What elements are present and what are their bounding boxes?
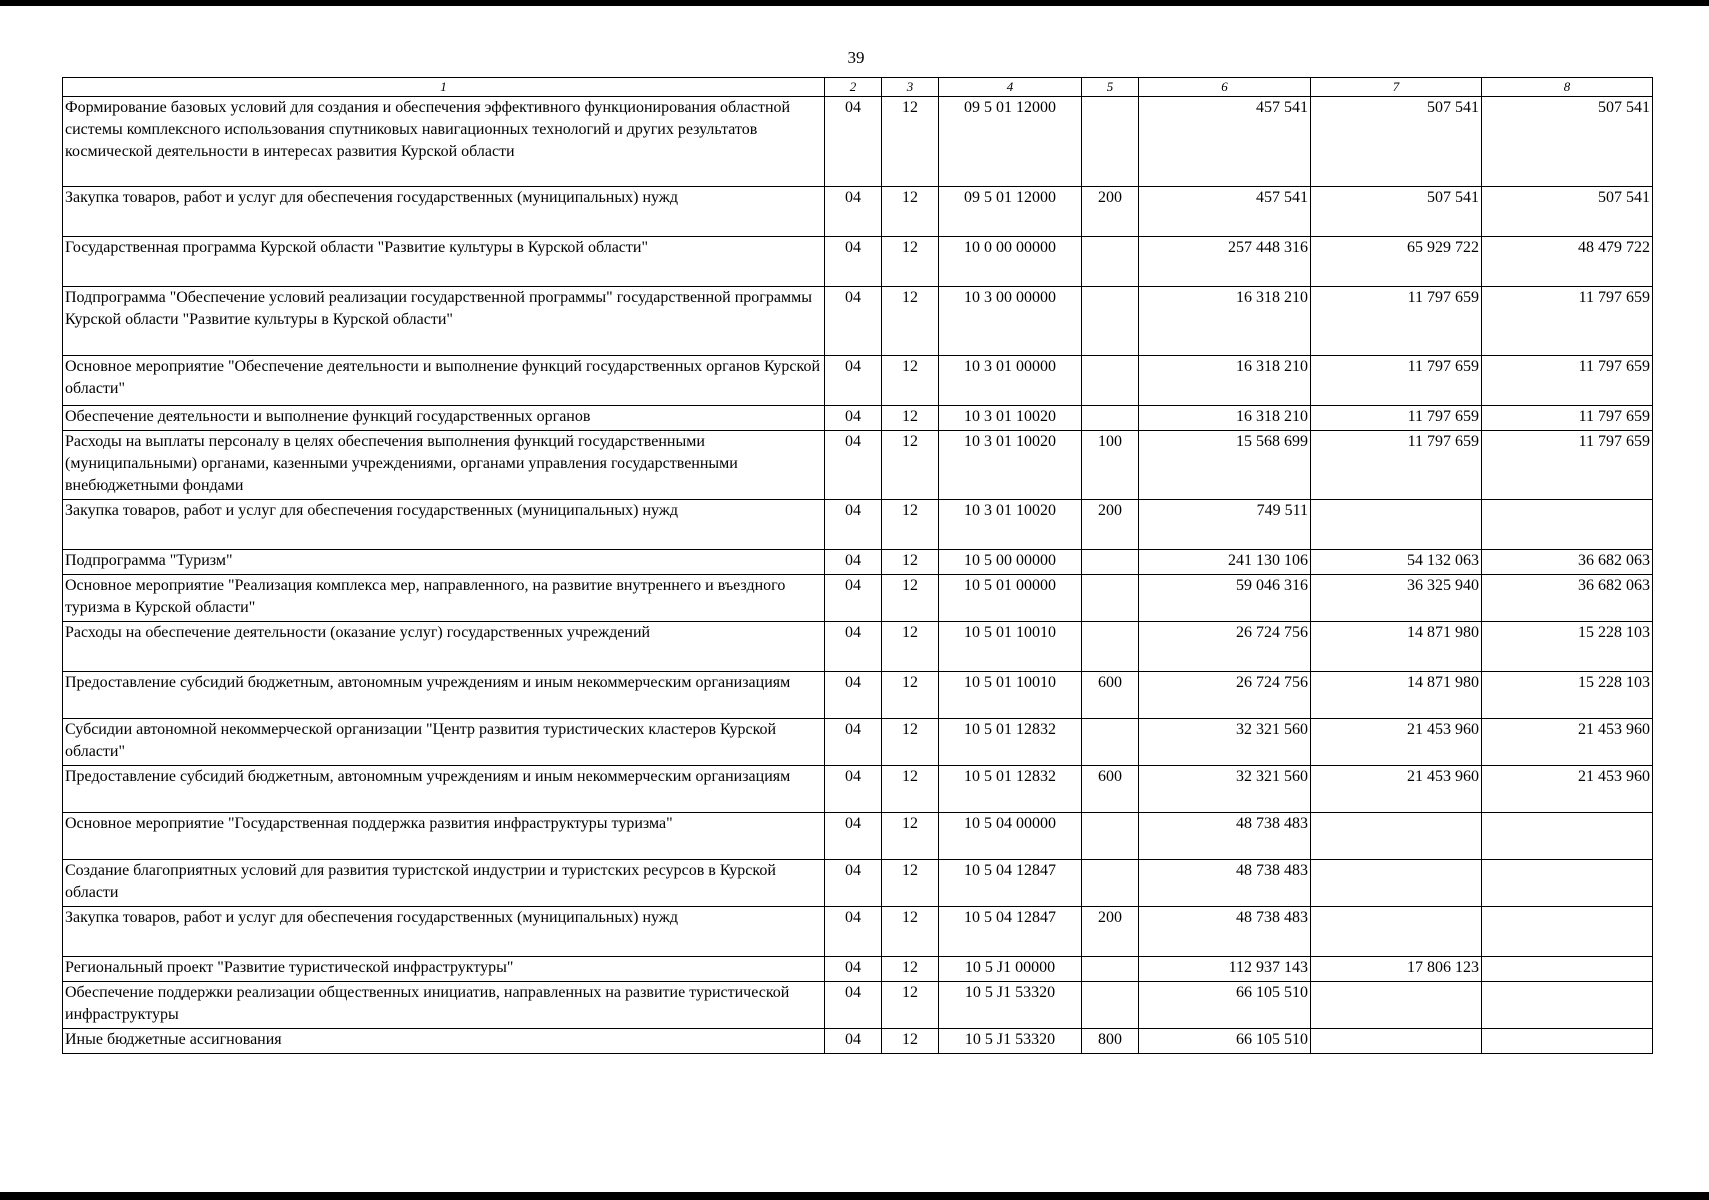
table-row xyxy=(63,575,1653,622)
row-section-code: 04 xyxy=(825,957,882,982)
table-row xyxy=(63,766,1653,813)
row-expense-type-code xyxy=(1082,356,1139,406)
row-subsection-code: 12 xyxy=(882,719,939,766)
row-amount-col-7 xyxy=(1311,813,1482,860)
row-target-article-code: 10 5 J1 53320 xyxy=(939,982,1082,1029)
row-target-article-code: 10 3 01 10020 xyxy=(939,406,1082,431)
row-amount-col-6: 16 318 210 xyxy=(1139,287,1311,356)
row-target-article-code: 10 5 J1 00000 xyxy=(939,957,1082,982)
row-amount-col-8 xyxy=(1482,500,1653,550)
row-section-code: 04 xyxy=(825,860,882,907)
row-target-article-code: 09 5 01 12000 xyxy=(939,97,1082,187)
row-amount-col-8 xyxy=(1482,813,1653,860)
row-amount-col-6: 26 724 756 xyxy=(1139,672,1311,719)
row-expense-type-code xyxy=(1082,860,1139,907)
row-description: Обеспечение деятельности и выполнение функций государственных органов xyxy=(63,406,825,431)
row-description: Создание благоприятных условий для развития туристской индустрии и туристских ресурсов в Курской области xyxy=(63,860,825,907)
row-subsection-code: 12 xyxy=(882,622,939,672)
row-amount-col-7: 11 797 659 xyxy=(1311,431,1482,500)
row-amount-col-7 xyxy=(1311,907,1482,957)
table-row xyxy=(63,431,1653,500)
row-amount-col-6: 26 724 756 xyxy=(1139,622,1311,672)
row-target-article-code: 10 3 01 10020 xyxy=(939,431,1082,500)
row-target-article-code: 10 5 01 12832 xyxy=(939,719,1082,766)
row-amount-col-7: 21 453 960 xyxy=(1311,766,1482,813)
table-row xyxy=(63,813,1653,860)
row-section-code: 04 xyxy=(825,982,882,1029)
row-target-article-code: 10 5 J1 53320 xyxy=(939,1029,1082,1054)
table-row xyxy=(63,957,1653,982)
row-section-code: 04 xyxy=(825,431,882,500)
row-amount-col-8: 11 797 659 xyxy=(1482,406,1653,431)
row-amount-col-6: 16 318 210 xyxy=(1139,356,1311,406)
row-section-code: 04 xyxy=(825,97,882,187)
table-row xyxy=(63,719,1653,766)
row-amount-col-6: 241 130 106 xyxy=(1139,550,1311,575)
row-amount-col-7: 54 132 063 xyxy=(1311,550,1482,575)
row-subsection-code: 12 xyxy=(882,287,939,356)
row-subsection-code: 12 xyxy=(882,187,939,237)
row-subsection-code: 12 xyxy=(882,907,939,957)
row-subsection-code: 12 xyxy=(882,356,939,406)
row-expense-type-code xyxy=(1082,287,1139,356)
row-amount-col-6: 15 568 699 xyxy=(1139,431,1311,500)
row-description: Закупка товаров, работ и услуг для обеспечения государственных (муниципальных) нужд xyxy=(63,907,825,957)
table-row xyxy=(63,907,1653,957)
row-expense-type-code xyxy=(1082,719,1139,766)
row-subsection-code: 12 xyxy=(882,500,939,550)
row-amount-col-8 xyxy=(1482,982,1653,1029)
column-header-4: 4 xyxy=(939,78,1082,97)
row-amount-col-6: 112 937 143 xyxy=(1139,957,1311,982)
row-amount-col-6: 59 046 316 xyxy=(1139,575,1311,622)
row-amount-col-7: 36 325 940 xyxy=(1311,575,1482,622)
row-amount-col-8: 15 228 103 xyxy=(1482,622,1653,672)
row-description: Формирование базовых условий для создания и обеспечения эффективного функционирования областной системы комплексного использования спутниковых навигационных технологий и других результатов космической деятельности в интересах развития Курской области xyxy=(63,97,825,187)
scan-border-bottom xyxy=(0,1192,1709,1200)
row-description: Закупка товаров, работ и услуг для обеспечения государственных (муниципальных) нужд xyxy=(63,187,825,237)
row-description: Государственная программа Курской области "Развитие культуры в Курской области" xyxy=(63,237,825,287)
row-amount-col-7: 11 797 659 xyxy=(1311,287,1482,356)
row-amount-col-7: 14 871 980 xyxy=(1311,622,1482,672)
row-target-article-code: 10 0 00 00000 xyxy=(939,237,1082,287)
row-section-code: 04 xyxy=(825,622,882,672)
table-row xyxy=(63,287,1653,356)
table-row xyxy=(63,672,1653,719)
row-description: Обеспечение поддержки реализации общественных инициатив, направленных на развитие туристической инфраструктуры xyxy=(63,982,825,1029)
row-amount-col-8: 21 453 960 xyxy=(1482,719,1653,766)
table-row xyxy=(63,237,1653,287)
row-target-article-code: 10 5 01 10010 xyxy=(939,622,1082,672)
table-row xyxy=(63,622,1653,672)
row-target-article-code: 10 5 01 10010 xyxy=(939,672,1082,719)
row-amount-col-8 xyxy=(1482,860,1653,907)
row-target-article-code: 09 5 01 12000 xyxy=(939,187,1082,237)
row-subsection-code: 12 xyxy=(882,1029,939,1054)
row-target-article-code: 10 3 01 10020 xyxy=(939,500,1082,550)
table-row xyxy=(63,187,1653,237)
row-amount-col-6: 48 738 483 xyxy=(1139,907,1311,957)
row-section-code: 04 xyxy=(825,406,882,431)
row-amount-col-6: 32 321 560 xyxy=(1139,719,1311,766)
row-subsection-code: 12 xyxy=(882,766,939,813)
row-amount-col-7: 17 806 123 xyxy=(1311,957,1482,982)
row-expense-type-code xyxy=(1082,550,1139,575)
row-expense-type-code: 100 xyxy=(1082,431,1139,500)
row-subsection-code: 12 xyxy=(882,406,939,431)
row-subsection-code: 12 xyxy=(882,237,939,287)
row-amount-col-7 xyxy=(1311,860,1482,907)
row-amount-col-6: 457 541 xyxy=(1139,187,1311,237)
row-expense-type-code xyxy=(1082,406,1139,431)
row-amount-col-6: 48 738 483 xyxy=(1139,860,1311,907)
row-description: Подпрограмма "Обеспечение условий реализации государственной программы" государственной программы Курской области "Развитие культуры в Курской области" xyxy=(63,287,825,356)
row-amount-col-6: 66 105 510 xyxy=(1139,1029,1311,1054)
table-row xyxy=(63,356,1653,406)
row-section-code: 04 xyxy=(825,500,882,550)
row-amount-col-6: 66 105 510 xyxy=(1139,982,1311,1029)
row-amount-col-7: 507 541 xyxy=(1311,97,1482,187)
row-expense-type-code: 600 xyxy=(1082,672,1139,719)
row-amount-col-6: 257 448 316 xyxy=(1139,237,1311,287)
table-row xyxy=(63,406,1653,431)
row-target-article-code: 10 5 01 12832 xyxy=(939,766,1082,813)
column-header-2: 2 xyxy=(825,78,882,97)
row-amount-col-8: 11 797 659 xyxy=(1482,287,1653,356)
row-expense-type-code xyxy=(1082,97,1139,187)
row-section-code: 04 xyxy=(825,575,882,622)
row-amount-col-6: 749 511 xyxy=(1139,500,1311,550)
row-target-article-code: 10 5 01 00000 xyxy=(939,575,1082,622)
row-subsection-code: 12 xyxy=(882,813,939,860)
row-amount-col-8: 11 797 659 xyxy=(1482,431,1653,500)
column-header-5: 5 xyxy=(1082,78,1139,97)
row-section-code: 04 xyxy=(825,719,882,766)
row-section-code: 04 xyxy=(825,813,882,860)
row-target-article-code: 10 3 01 00000 xyxy=(939,356,1082,406)
row-description: Расходы на выплаты персоналу в целях обеспечения выполнения функций государственными (муниципальными) органами, казенными учреждениями, органами управления государственными внебюджетными фондами xyxy=(63,431,825,500)
column-header-8: 8 xyxy=(1482,78,1653,97)
row-target-article-code: 10 5 04 12847 xyxy=(939,907,1082,957)
row-expense-type-code xyxy=(1082,813,1139,860)
row-subsection-code: 12 xyxy=(882,431,939,500)
row-target-article-code: 10 3 00 00000 xyxy=(939,287,1082,356)
row-amount-col-7: 11 797 659 xyxy=(1311,356,1482,406)
row-description: Предоставление субсидий бюджетным, автономным учреждениям и иным некоммерческим организациям xyxy=(63,672,825,719)
row-amount-col-8: 507 541 xyxy=(1482,187,1653,237)
row-description: Расходы на обеспечение деятельности (оказание услуг) государственных учреждений xyxy=(63,622,825,672)
row-amount-col-7: 14 871 980 xyxy=(1311,672,1482,719)
row-amount-col-8: 507 541 xyxy=(1482,97,1653,187)
row-expense-type-code xyxy=(1082,622,1139,672)
row-amount-col-7 xyxy=(1311,1029,1482,1054)
row-amount-col-6: 16 318 210 xyxy=(1139,406,1311,431)
row-subsection-code: 12 xyxy=(882,860,939,907)
row-subsection-code: 12 xyxy=(882,575,939,622)
row-amount-col-8: 11 797 659 xyxy=(1482,356,1653,406)
row-expense-type-code: 200 xyxy=(1082,187,1139,237)
row-description: Региональный проект "Развитие туристической инфраструктуры" xyxy=(63,957,825,982)
column-header-3: 3 xyxy=(882,78,939,97)
row-description: Основное мероприятие "Обеспечение деятельности и выполнение функций государственных органов Курской области" xyxy=(63,356,825,406)
row-expense-type-code xyxy=(1082,237,1139,287)
row-amount-col-6: 457 541 xyxy=(1139,97,1311,187)
table-row xyxy=(63,1029,1653,1054)
row-amount-col-7 xyxy=(1311,500,1482,550)
row-amount-col-7: 21 453 960 xyxy=(1311,719,1482,766)
row-amount-col-7: 65 929 722 xyxy=(1311,237,1482,287)
column-header-1: 1 xyxy=(63,78,825,97)
row-amount-col-8 xyxy=(1482,1029,1653,1054)
row-section-code: 04 xyxy=(825,237,882,287)
row-amount-col-8 xyxy=(1482,907,1653,957)
row-subsection-code: 12 xyxy=(882,97,939,187)
row-section-code: 04 xyxy=(825,1029,882,1054)
row-target-article-code: 10 5 04 00000 xyxy=(939,813,1082,860)
row-amount-col-7: 11 797 659 xyxy=(1311,406,1482,431)
row-amount-col-7 xyxy=(1311,982,1482,1029)
row-description: Предоставление субсидий бюджетным, автономным учреждениям и иным некоммерческим организациям xyxy=(63,766,825,813)
row-description: Основное мероприятие "Государственная поддержка развития инфраструктуры туризма" xyxy=(63,813,825,860)
column-header-6: 6 xyxy=(1139,78,1311,97)
row-subsection-code: 12 xyxy=(882,672,939,719)
row-section-code: 04 xyxy=(825,672,882,719)
row-amount-col-8: 48 479 722 xyxy=(1482,237,1653,287)
row-amount-col-7: 507 541 xyxy=(1311,187,1482,237)
row-description: Субсидии автономной некоммерческой организации "Центр развития туристических кластеров Курской области" xyxy=(63,719,825,766)
row-section-code: 04 xyxy=(825,356,882,406)
row-amount-col-8: 36 682 063 xyxy=(1482,550,1653,575)
row-amount-col-8: 15 228 103 xyxy=(1482,672,1653,719)
table-row xyxy=(63,500,1653,550)
row-amount-col-6: 32 321 560 xyxy=(1139,766,1311,813)
row-description: Подпрограмма "Туризм" xyxy=(63,550,825,575)
page-number: 39 xyxy=(847,48,865,67)
row-expense-type-code xyxy=(1082,575,1139,622)
row-section-code: 04 xyxy=(825,766,882,813)
row-subsection-code: 12 xyxy=(882,982,939,1029)
row-section-code: 04 xyxy=(825,550,882,575)
row-description: Основное мероприятие "Реализация комплекса мер, направленного, на развитие внутреннего и въездного туризма в Курской области" xyxy=(63,575,825,622)
table-row xyxy=(63,550,1653,575)
row-subsection-code: 12 xyxy=(882,957,939,982)
table-row xyxy=(63,860,1653,907)
table-row xyxy=(63,982,1653,1029)
row-expense-type-code xyxy=(1082,982,1139,1029)
table-row xyxy=(63,97,1653,187)
row-expense-type-code: 800 xyxy=(1082,1029,1139,1054)
row-amount-col-8 xyxy=(1482,957,1653,982)
row-section-code: 04 xyxy=(825,287,882,356)
row-section-code: 04 xyxy=(825,907,882,957)
scan-border-top xyxy=(0,0,1709,6)
row-amount-col-6: 48 738 483 xyxy=(1139,813,1311,860)
row-amount-col-8: 21 453 960 xyxy=(1482,766,1653,813)
row-subsection-code: 12 xyxy=(882,550,939,575)
row-expense-type-code: 200 xyxy=(1082,907,1139,957)
budget-table xyxy=(62,77,1653,1054)
row-target-article-code: 10 5 04 12847 xyxy=(939,860,1082,907)
row-amount-col-8: 36 682 063 xyxy=(1482,575,1653,622)
row-expense-type-code: 600 xyxy=(1082,766,1139,813)
row-target-article-code: 10 5 00 00000 xyxy=(939,550,1082,575)
row-description: Закупка товаров, работ и услуг для обеспечения государственных (муниципальных) нужд xyxy=(63,500,825,550)
row-expense-type-code xyxy=(1082,957,1139,982)
row-section-code: 04 xyxy=(825,187,882,237)
column-number-row xyxy=(63,78,1653,97)
row-expense-type-code: 200 xyxy=(1082,500,1139,550)
row-description: Иные бюджетные ассигнования xyxy=(63,1029,825,1054)
column-header-7: 7 xyxy=(1311,78,1482,97)
